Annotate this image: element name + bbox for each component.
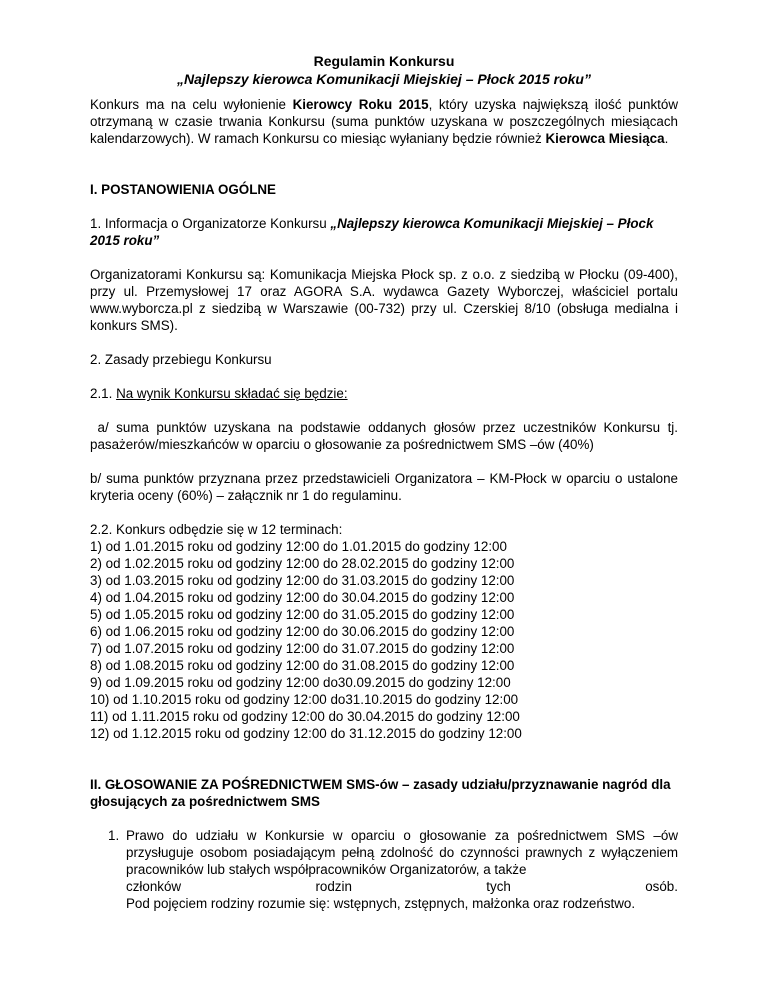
terms-list xyxy=(90,538,678,742)
term-item: 9) od 1.09.2015 roku od godziny 12:00 do30.09.2015 do godziny 12:00 xyxy=(90,675,511,690)
intro-bold-kierowca-miesiaca: Kierowca Miesiąca xyxy=(545,131,665,146)
document-title xyxy=(0,52,768,88)
term-item: 7) od 1.07.2015 roku od godziny 12:00 do 31.07.2015 do godziny 12:00 xyxy=(90,641,515,656)
term-item: 5) od 1.05.2015 roku od godziny 12:00 do 31.05.2015 do godziny 12:00 xyxy=(90,607,515,622)
intro-bold-kierowca-roku: Kierowcy Roku 2015 xyxy=(292,97,429,112)
section-1-item-2: 2. Zasady przebiegu Konkursu xyxy=(90,352,272,367)
section-2-item-1-definition: Pod pojęciem rodziny rozumie się: wstępnych, zstępnych, małżonka oraz rodzeństwo. xyxy=(126,896,636,911)
intro-text-3: . xyxy=(664,131,669,146)
title-line-2: „Najlepszy kierowca Komunikacji Miejskiej – Płock 2015 roku” xyxy=(177,71,591,87)
spread-word: osób. xyxy=(645,879,678,894)
section-2-item-1-number: 1. xyxy=(108,828,120,843)
document-body xyxy=(90,96,682,912)
section-1-item-2-2: 2.2. Konkurs odbędzie się w 12 terminach: xyxy=(90,522,343,537)
term-item: 3) od 1.03.2015 roku od godziny 12:00 do 31.03.2015 do godziny 12:00 xyxy=(90,573,515,588)
spread-word: członków xyxy=(126,879,182,894)
item-1-prefix: 1. Informacja o Organizatorze Konkursu xyxy=(90,216,331,231)
organizers-paragraph: Organizatorami Konkursu są: Komunikacja Miejska Płock sp. z o.o. z siedzibą w Płocku (09-400), przy ul. Przemysłowej 17 oraz AGORA S.A. wydawca Gazety Wyborczej, właściciel portalu www.wyborcza.pl z siedzibą w Warszawie (00-732) przy ul. Czerskiej 8/10 (obsługa medialna i konkurs SMS). xyxy=(90,267,678,333)
intro-text-1: Konkurs ma na celu wyłonienie xyxy=(90,97,293,112)
term-item: 8) od 1.08.2015 roku od godziny 12:00 do 31.08.2015 do godziny 12:00 xyxy=(90,658,515,673)
section-1-item-1 xyxy=(90,215,678,249)
term-item: 11) od 1.11.2015 roku od godziny 12:00 do 30.04.2015 do godziny 12:00 xyxy=(90,709,520,724)
intro-paragraph xyxy=(90,96,678,147)
point-b: b/ suma punktów przyznana przez przedstawicieli Organizatora – KM-Płock w oparciu o ustalone kryteria oceny (60%) – załącznik nr 1 do regulaminu. xyxy=(90,471,678,503)
section-2-item-1-spread-line xyxy=(126,878,678,895)
section-1-heading: I. POSTANOWIENIA OGÓLNE xyxy=(90,182,276,197)
term-item: 12) od 1.12.2015 roku od godziny 12:00 do 31.12.2015 do godziny 12:00 xyxy=(90,726,522,741)
section-2-heading: II. GŁOSOWANIE ZA POŚREDNICTWEM SMS-ów – zasady udziału/przyznawanie nagród dla głosujących za pośrednictwem SMS xyxy=(90,777,671,809)
term-item: 1) od 1.01.2015 roku od godziny 12:00 do 1.01.2015 do godziny 12:00 xyxy=(90,539,507,554)
term-item: 10) od 1.10.2015 roku od godziny 12:00 do31.10.2015 do godziny 12:00 xyxy=(90,692,519,707)
section-2-item-1-text: Prawo do udziału w Konkursie w oparciu o głosowanie za pośrednictwem SMS –ów przysługuje osobom posiadającym pełną zdolność do czynności prawnych z wyłączeniem pracowników lub stałych współpracowników Organizatorów, a także xyxy=(126,828,678,877)
item-1-contest-name: „Najlepszy kierowca Komunikacji Miejskiej – Płock 2015 roku” xyxy=(90,216,654,248)
term-item: 6) od 1.06.2015 roku od godziny 12:00 do 30.06.2015 do godziny 12:00 xyxy=(90,624,515,639)
section-2-item-1 xyxy=(108,827,678,912)
term-item: 2) od 1.02.2015 roku od godziny 12:00 do 28.02.2015 do godziny 12:00 xyxy=(90,556,515,571)
intro-text-2: , który uzyska największą ilość punktów otrzymaną w czasie trwania Konkursu (suma punktów uzyskana w poszczególnych miesiącach kalendarzowych). W ramach Konkursu co miesiąc wyłaniany będzie również xyxy=(90,97,679,146)
title-line-1: Regulamin Konkursu xyxy=(313,53,455,69)
item-2-1-text: Na wynik Konkursu składać się będzie: xyxy=(116,386,348,401)
term-item: 4) od 1.04.2015 roku od godziny 12:00 do 30.04.2015 do godziny 12:00 xyxy=(90,590,515,605)
point-a: a/ suma punktów uzyskana na podstawie oddanych głosów przez uczestników Konkursu tj. pasażerów/mieszkańców w oparciu o głosowanie za pośrednictwem SMS –ów (40%) xyxy=(90,420,682,452)
section-2-item-1-body xyxy=(126,827,678,912)
spread-word: rodzin xyxy=(315,879,352,894)
spread-word: tych xyxy=(486,879,511,894)
item-2-1-number: 2.1. xyxy=(90,386,117,401)
section-1-item-2-1 xyxy=(90,385,678,402)
